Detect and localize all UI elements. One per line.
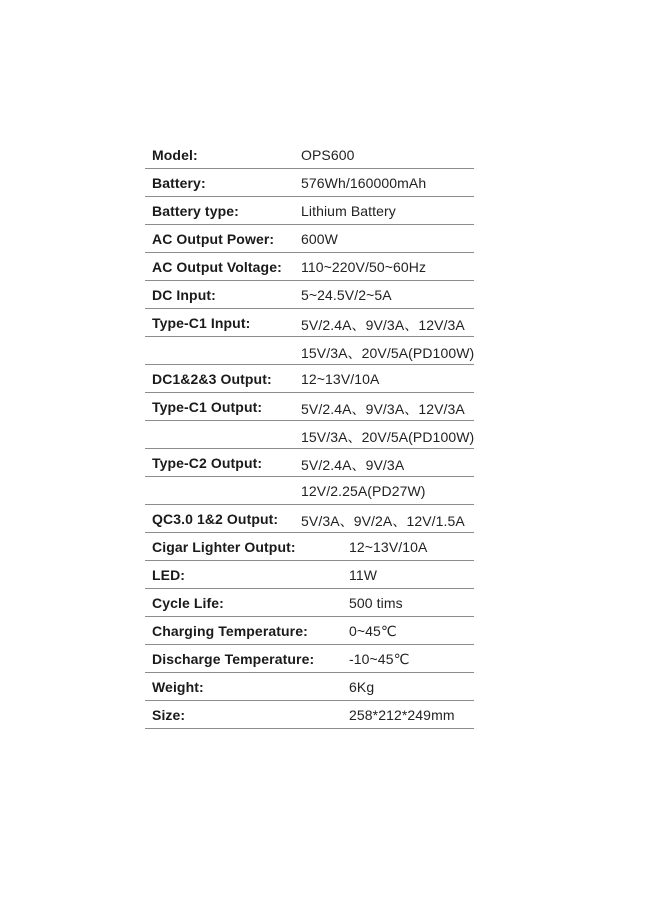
spec-value: 15V/3A、20V/5A(PD100W) [301, 345, 475, 361]
spec-label: Cycle Life: [152, 595, 224, 611]
spec-value: 15V/3A、20V/5A(PD100W) [301, 429, 475, 445]
spec-row-type-c1-output [145, 393, 474, 421]
spec-row-qc30-output [145, 505, 474, 533]
spec-row-led [145, 561, 474, 589]
spec-row-dc-output [145, 365, 474, 393]
spec-label: Weight: [152, 679, 204, 695]
spec-value: 12V/2.25A(PD27W) [301, 483, 426, 499]
spec-row-size [145, 701, 474, 729]
spec-row-cycle-life [145, 589, 474, 617]
spec-label: Charging Temperature: [152, 623, 308, 639]
spec-row-type-c1-output-cont [145, 421, 474, 449]
spec-row-ac-output-power [145, 225, 474, 253]
spec-row-ac-output-voltage [145, 253, 474, 281]
spec-value: 6Kg [349, 679, 375, 695]
spec-row-type-c1-input-cont [145, 337, 474, 365]
spec-value: 5V/2.4A、9V/3A [301, 457, 405, 473]
spec-row-type-c2-output-cont [145, 477, 474, 505]
spec-row-discharge-temperature [145, 645, 474, 673]
spec-label: Cigar Lighter Output: [152, 539, 296, 555]
spec-label: QC3.0 1&2 Output: [152, 511, 279, 527]
spec-label: Type-C1 Output: [152, 399, 263, 415]
spec-row-weight [145, 673, 474, 701]
spec-label: Model: [152, 147, 198, 163]
spec-label: Type-C1 Input: [152, 315, 251, 331]
spec-label: Type-C2 Output: [152, 455, 263, 471]
spec-label: DC1&2&3 Output: [152, 371, 272, 387]
spec-row-type-c2-output [145, 449, 474, 477]
spec-row-battery [145, 169, 474, 197]
spec-label: Size: [152, 707, 186, 723]
spec-row-charging-temperature [145, 617, 474, 645]
spec-value: 12~13V/10A [301, 371, 380, 387]
spec-value: 576Wh/160000mAh [301, 175, 427, 191]
spec-label: Discharge Temperature: [152, 651, 315, 667]
spec-value: 258*212*249mm [349, 707, 455, 723]
spec-value: 5~24.5V/2~5A [301, 287, 392, 303]
spec-row-dc-input [145, 281, 474, 309]
spec-label: AC Output Voltage: [152, 259, 282, 275]
spec-value: 5V/2.4A、9V/3A、12V/3A [301, 317, 465, 333]
spec-row-type-c1-input [145, 309, 474, 337]
spec-value: 5V/2.4A、9V/3A、12V/3A [301, 401, 465, 417]
spec-value: 500 tims [349, 595, 403, 611]
spec-value: 600W [301, 231, 338, 247]
spec-value: -10~45℃ [349, 651, 410, 667]
spec-value: 110~220V/50~60Hz [301, 259, 427, 275]
spec-value: OPS600 [301, 147, 355, 163]
spec-value: Lithium Battery [301, 203, 396, 219]
spec-label: Battery type: [152, 203, 239, 219]
spec-label: DC Input: [152, 287, 216, 303]
spec-value: 5V/3A、9V/2A、12V/1.5A [301, 513, 465, 529]
spec-label: LED: [152, 567, 186, 583]
spec-value: 12~13V/10A [349, 539, 428, 555]
spec-value: 0~45℃ [349, 623, 397, 639]
spec-row-cigar-lighter-output [145, 533, 474, 561]
spec-label: AC Output Power: [152, 231, 275, 247]
spec-table [145, 141, 474, 729]
spec-label: Battery: [152, 175, 206, 191]
spec-row-model [145, 141, 474, 169]
spec-row-battery-type [145, 197, 474, 225]
spec-value: 11W [349, 567, 378, 583]
